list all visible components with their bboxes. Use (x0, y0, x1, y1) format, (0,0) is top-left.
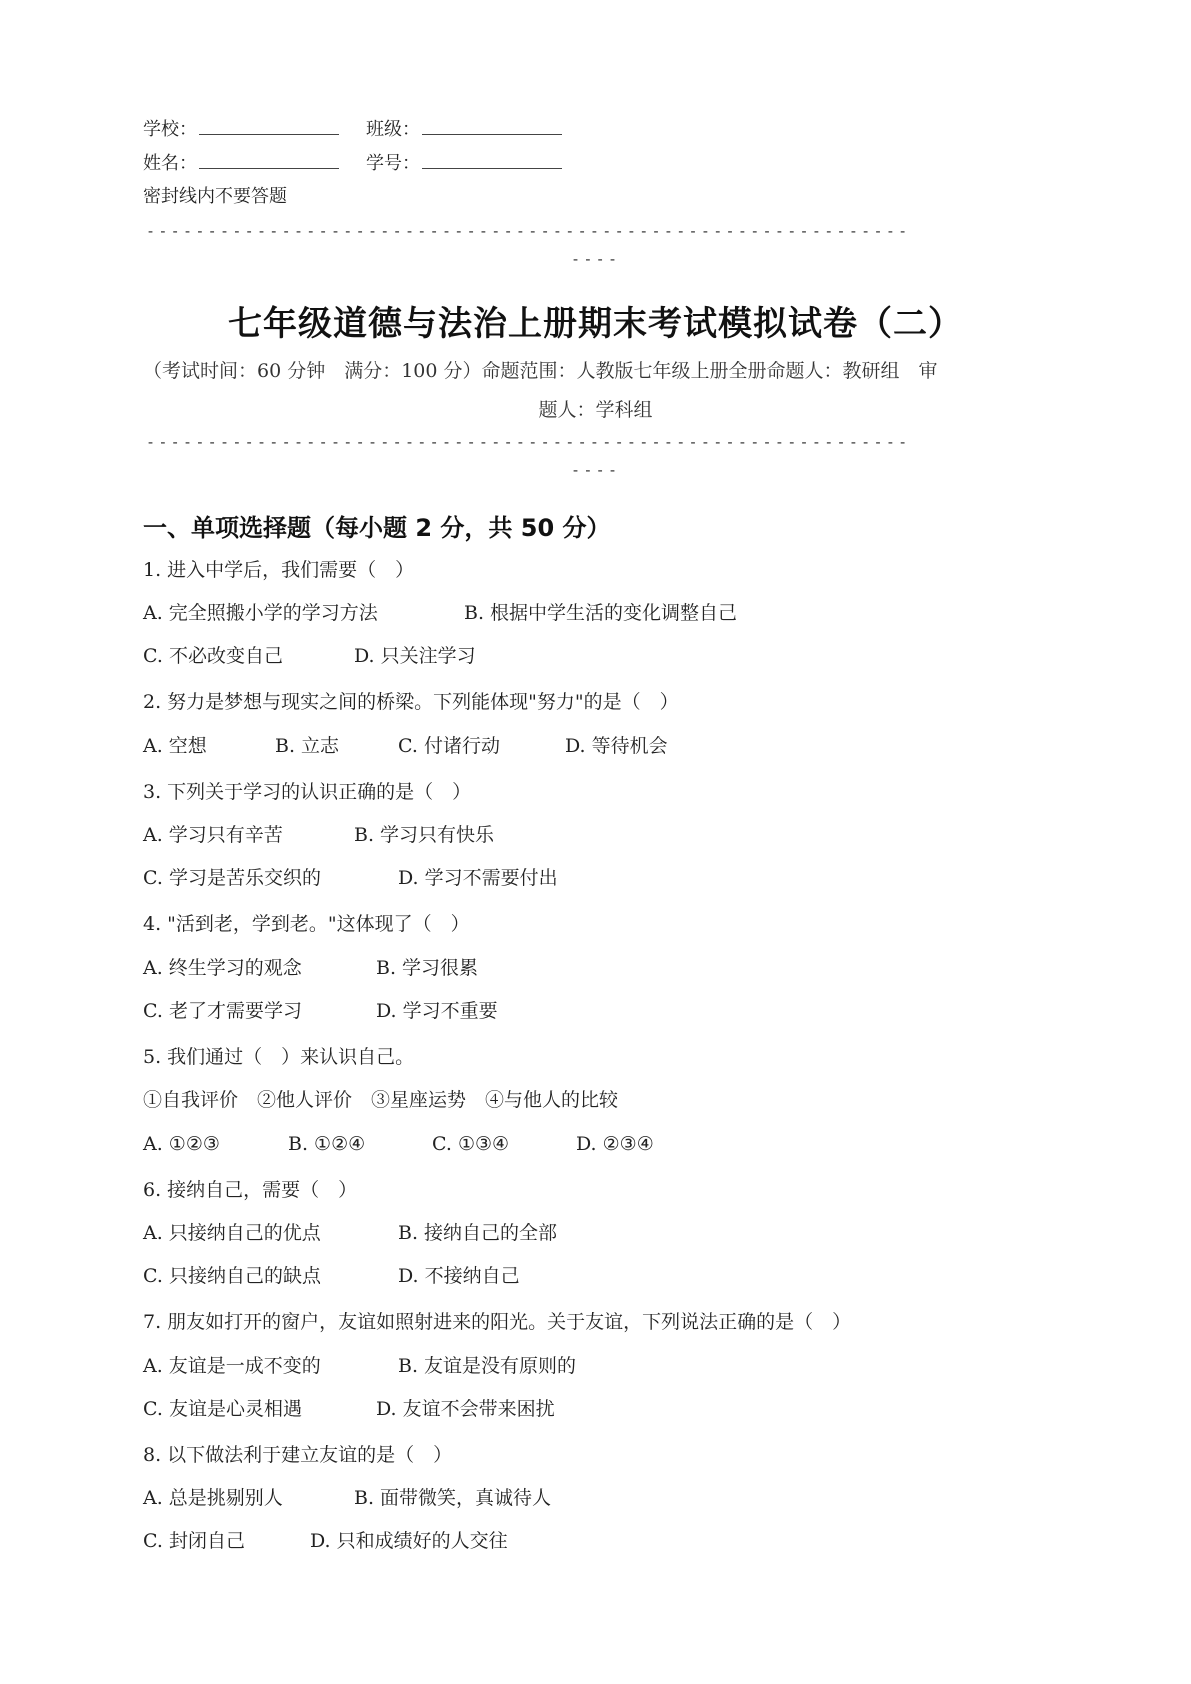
option-d[interactable]: D. 友谊不会带来困扰 (376, 1398, 555, 1420)
option-a[interactable]: A. 只接纳自己的优点 (143, 1222, 321, 1244)
question-statements: ①自我评价 ②他人评价 ③星座运势 ④与他人的比较 (143, 1089, 619, 1111)
class-label: 班级： (366, 119, 420, 140)
option-b[interactable]: B. ①②④ (288, 1133, 366, 1155)
option-a[interactable]: A. 空想 (143, 735, 207, 757)
option-b[interactable]: B. 学习只有快乐 (354, 824, 495, 846)
seal-notice: 密封线内不要答题 (143, 186, 287, 207)
option-a[interactable]: A. 总是挑剔别人 (143, 1487, 283, 1509)
option-d[interactable]: D. ②③④ (576, 1133, 654, 1155)
option-d[interactable]: D. 等待机会 (565, 735, 668, 757)
option-d[interactable]: D. 学习不重要 (376, 1000, 498, 1022)
option-b[interactable]: B. 友谊是没有原则的 (398, 1355, 577, 1377)
option-a[interactable]: A. 学习只有辛苦 (143, 824, 283, 846)
exam-info-line1: （考试时间：60 分钟 满分：100 分）命题范围：人教版七年级上册全册命题人：教研组 审 (143, 360, 938, 382)
option-d[interactable]: D. 不接纳自己 (398, 1265, 520, 1287)
school-label: 学校： (143, 119, 197, 140)
question-stem: 6. 接纳自己，需要（ ） (143, 1179, 358, 1201)
option-d[interactable]: D. 只关注学习 (354, 645, 476, 667)
option-a[interactable]: A. 终生学习的观念 (143, 957, 302, 979)
option-c[interactable]: C. 只接纳自己的缺点 (143, 1265, 321, 1287)
student-id-field (366, 152, 562, 175)
option-d[interactable]: D. 学习不需要付出 (398, 867, 558, 889)
option-c[interactable]: C. 不必改变自己 (143, 645, 283, 667)
option-b[interactable]: B. 根据中学生活的变化调整自己 (464, 602, 738, 624)
question-stem: 2. 努力是梦想与现实之间的桥梁。下列能体现"努力"的是（ ） (143, 691, 679, 713)
option-c[interactable]: C. 付诸行动 (398, 735, 500, 757)
question-stem: 4. "活到老，学到老。"这体现了（ ） (143, 913, 470, 935)
option-a[interactable]: A. ①②③ (143, 1133, 220, 1155)
class-blank[interactable] (422, 118, 562, 135)
question-stem: 5. 我们通过（ ）来认识自己。 (143, 1046, 415, 1068)
question-stem: 3. 下列关于学习的认识正确的是（ ） (143, 781, 472, 803)
info-separator-tail: ---- (571, 461, 621, 479)
option-c[interactable]: C. 老了才需要学习 (143, 1000, 302, 1022)
option-c[interactable]: C. 学习是苦乐交织的 (143, 867, 321, 889)
option-a[interactable]: A. 友谊是一成不变的 (143, 1355, 321, 1377)
option-a[interactable]: A. 完全照搬小学的学习方法 (143, 602, 378, 624)
option-d[interactable]: D. 只和成绩好的人交往 (310, 1530, 508, 1552)
seal-line-tail: ---- (571, 250, 621, 268)
name-blank[interactable] (199, 152, 339, 169)
student-id-blank[interactable] (422, 152, 562, 169)
exam-title: 七年级道德与法治上册期末考试模拟试卷（二） (228, 304, 963, 344)
option-b[interactable]: B. 接纳自己的全部 (398, 1222, 558, 1244)
option-c[interactable]: C. ①③④ (432, 1133, 510, 1155)
question-stem: 1. 进入中学后，我们需要（ ） (143, 559, 415, 581)
name-label: 姓名： (143, 153, 197, 174)
option-c[interactable]: C. 封闭自己 (143, 1530, 245, 1552)
question-stem: 7. 朋友如打开的窗户，友谊如照射进来的阳光。关于友谊，下列说法正确的是（ ） (143, 1311, 852, 1333)
student-id-label: 学号： (366, 153, 420, 174)
class-field (366, 118, 562, 141)
question-stem: 8. 以下做法利于建立友谊的是（ ） (143, 1444, 453, 1466)
school-blank[interactable] (199, 118, 339, 135)
exam-info-line2: 题人：学科组 (538, 399, 653, 421)
name-field (143, 152, 339, 175)
option-b[interactable]: B. 面带微笑，真诚待人 (354, 1487, 552, 1509)
option-c[interactable]: C. 友谊是心灵相遇 (143, 1398, 302, 1420)
info-separator: -------------------------------------------------------------- (146, 433, 911, 451)
school-field (143, 118, 339, 141)
seal-line: -------------------------------------------------------------- (146, 222, 911, 240)
option-b[interactable]: B. 立志 (275, 735, 340, 757)
option-b[interactable]: B. 学习很累 (376, 957, 479, 979)
section-heading-single-choice: 一、单项选择题（每小题 2 分，共 50 分） (143, 514, 611, 542)
